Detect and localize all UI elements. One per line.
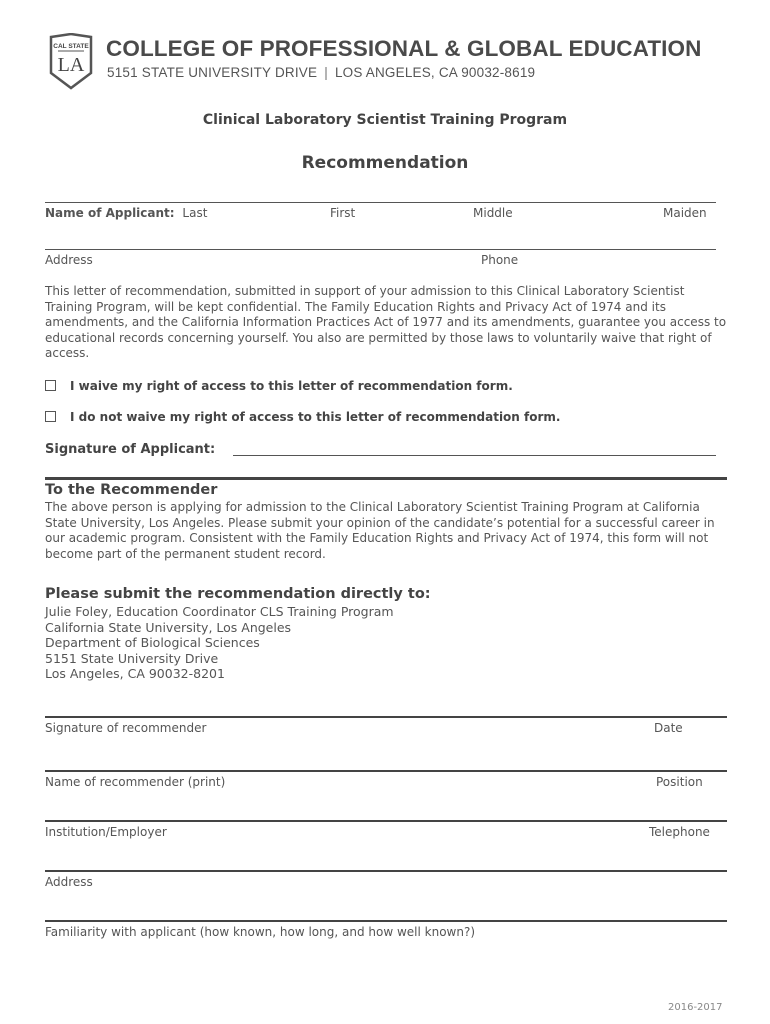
recommender-address-label: Address bbox=[45, 875, 93, 889]
applicant-address-label: Address bbox=[45, 253, 93, 267]
applicant-name-label: Name of Applicant: bbox=[45, 206, 175, 220]
recommender-paragraph: The above person is applying for admission to the Clinical Laboratory Scientist Training Program at California State University, Los Angeles. Please submit your opinion of the candidate’s potential for a successful career in our academic program. Consistent with the Family Education Rights and Privacy Act of 1974, this form will not become part of the permanent student record. bbox=[45, 500, 715, 561]
org-name: COLLEGE OF PROFESSIONAL & GLOBAL EDUCATION bbox=[106, 36, 702, 61]
not-waive-option-label: I do not waive my right of access to this letter of recommendation form. bbox=[70, 410, 561, 424]
submit-address-block bbox=[45, 604, 394, 682]
document-title: Recommendation bbox=[301, 153, 469, 173]
recommender-signature-label: Signature of recommender bbox=[45, 721, 207, 735]
logo-top-text: CAL STATE bbox=[53, 43, 89, 50]
familiarity-line[interactable] bbox=[45, 920, 727, 922]
org-city: LOS ANGELES, CA 90032-8619 bbox=[334, 65, 536, 80]
position-label: Position bbox=[656, 775, 703, 789]
submit-address-line: Department of Biological Sciences bbox=[45, 635, 260, 650]
applicant-address-line[interactable] bbox=[45, 249, 716, 250]
cal-state-la-logo bbox=[48, 33, 94, 90]
middle-name-label: Middle bbox=[473, 206, 513, 220]
org-street: 5151 STATE UNIVERSITY DRIVE bbox=[107, 65, 318, 80]
date-label: Date bbox=[654, 721, 683, 735]
submit-address-line: Los Angeles, CA 90032-8201 bbox=[45, 666, 225, 681]
applicant-name-row bbox=[45, 206, 207, 220]
waive-option-label: I waive my right of access to this letter of recommendation form. bbox=[70, 379, 513, 393]
section-divider bbox=[45, 477, 727, 480]
recommender-heading: To the Recommender bbox=[45, 482, 218, 498]
org-address-separator: | bbox=[324, 65, 328, 80]
applicant-name-line[interactable] bbox=[45, 202, 716, 203]
not-waive-checkbox[interactable] bbox=[45, 411, 56, 422]
submit-heading: Please submit the recommendation directly to: bbox=[45, 586, 431, 602]
not-waive-option[interactable] bbox=[45, 410, 560, 424]
waive-option[interactable] bbox=[45, 379, 513, 393]
institution-line[interactable] bbox=[45, 820, 727, 822]
maiden-name-label: Maiden bbox=[663, 206, 707, 220]
recommender-name-line[interactable] bbox=[45, 770, 727, 772]
logo-main-text: LA bbox=[57, 54, 85, 76]
first-name-label: First bbox=[330, 206, 356, 220]
submit-address-line: Julie Foley, Education Coordinator CLS Training Program bbox=[45, 604, 394, 619]
submit-address-line: California State University, Los Angeles bbox=[45, 619, 292, 635]
waive-checkbox[interactable] bbox=[45, 380, 56, 391]
recommender-name-label: Name of recommender (print) bbox=[45, 775, 226, 789]
familiarity-label: Familiarity with applicant (how known, how long, and how well known?) bbox=[45, 925, 476, 939]
last-name-label: Last bbox=[182, 206, 208, 220]
telephone-label: Telephone bbox=[649, 825, 710, 839]
applicant-signature-line[interactable] bbox=[233, 455, 716, 456]
footer-year: 2016-2017 bbox=[668, 1002, 723, 1013]
confidentiality-paragraph: This letter of recommendation, submitted in support of your admission to this Clinical Laboratory Scientist Training Program, will be kept confidential. The Family Education Rights and Privacy Act of 1974 and its amendments, and the California Information Practices Act of 1977 and its amendments, guarantee you access to educational records concerning yourself. You also are permitted by those laws to voluntarily waive that right of access. bbox=[45, 284, 727, 361]
org-address bbox=[107, 65, 535, 80]
recommender-signature-line[interactable] bbox=[45, 716, 727, 718]
submit-address-line: 5151 State University Drive bbox=[45, 650, 219, 666]
applicant-signature-label: Signature of Applicant: bbox=[45, 442, 216, 457]
applicant-phone-label: Phone bbox=[481, 253, 519, 267]
recommender-address-line[interactable] bbox=[45, 870, 727, 872]
institution-label: Institution/Employer bbox=[45, 825, 167, 839]
program-title: Clinical Laboratory Scientist Training Program bbox=[202, 112, 568, 128]
